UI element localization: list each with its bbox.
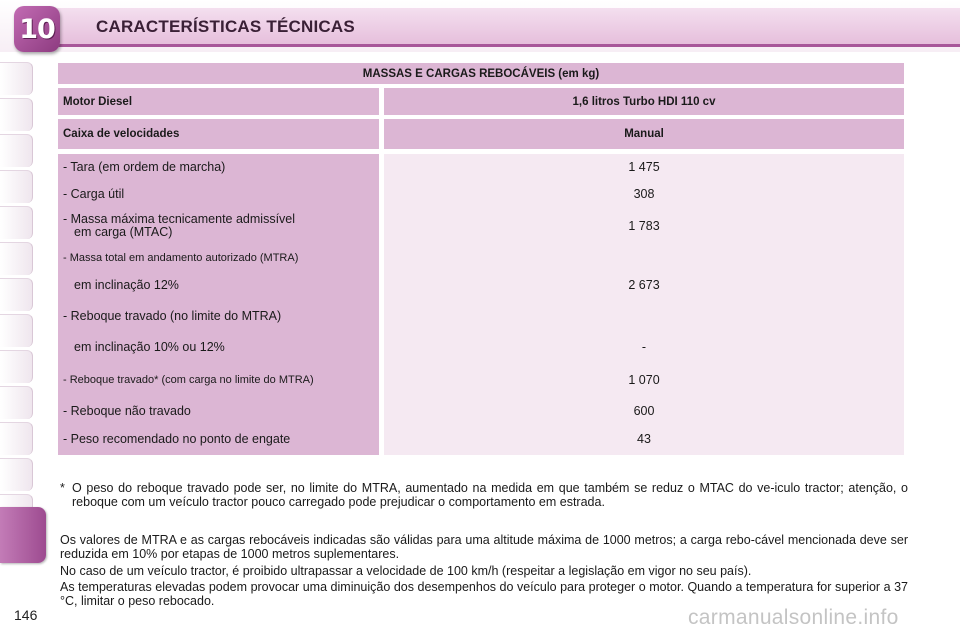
chapter-tab[interactable] bbox=[0, 170, 33, 203]
chapter-tab-active[interactable] bbox=[0, 507, 46, 563]
row-value-mtac: 1 783 bbox=[628, 219, 660, 233]
chapter-tab[interactable] bbox=[0, 206, 33, 239]
row-label-incl-12: em inclinação 12% bbox=[74, 278, 179, 292]
page-number: 146 bbox=[14, 607, 38, 623]
footnote-marker: * bbox=[60, 481, 65, 495]
footnote bbox=[60, 481, 908, 509]
row-label-reboque-travado: - Reboque travado (no limite do MTRA) bbox=[63, 309, 282, 323]
gearbox-label: Caixa de velocidades bbox=[58, 119, 379, 149]
row-value-peso-engate: 43 bbox=[637, 432, 651, 446]
table-values-column bbox=[384, 154, 904, 455]
row-value-carga-util: 308 bbox=[633, 187, 655, 201]
row-label-reboque-nao-travado: - Reboque não travado bbox=[63, 404, 191, 418]
chapter-tabs bbox=[0, 62, 34, 530]
chapter-badge bbox=[14, 6, 60, 52]
table-body bbox=[58, 154, 904, 455]
page-title: CARACTERÍSTICAS TÉCNICAS bbox=[96, 17, 355, 36]
row-value-reboque-travado-star: 1 070 bbox=[628, 373, 660, 387]
table-row-gearbox bbox=[58, 119, 904, 149]
row-label-mtac: - Massa máxima tecnicamente admissível bbox=[63, 212, 296, 226]
gearbox-value: Manual bbox=[384, 119, 904, 149]
note-paragraph-speed: No caso de um veículo tractor, é proibido ultrapassar a velocidade de 100 km/h (respeitar a legislação em vigor no seu país). bbox=[60, 564, 752, 578]
chapter-tab[interactable] bbox=[0, 350, 33, 383]
chapter-tab[interactable] bbox=[0, 458, 33, 491]
chapter-tab[interactable] bbox=[0, 134, 33, 167]
table-row-motor bbox=[58, 88, 904, 115]
table-labels-column bbox=[58, 154, 379, 455]
row-value-incl-10-12: - bbox=[641, 340, 647, 354]
row-label-carga-util: - Carga útil bbox=[63, 187, 125, 201]
chapter-tab[interactable] bbox=[0, 242, 33, 275]
row-value-reboque-nao-travado: 600 bbox=[633, 404, 655, 418]
row-label-mtac-2: em carga (MTAC) bbox=[74, 225, 173, 239]
page-header bbox=[0, 0, 960, 52]
specs-table bbox=[58, 63, 904, 455]
chapter-number: 10 bbox=[19, 13, 55, 45]
chapter-tab[interactable] bbox=[0, 62, 33, 95]
table-title: MASSAS E CARGAS REBOCÁVEIS (em kg) bbox=[58, 63, 904, 84]
chapter-tab[interactable] bbox=[0, 278, 33, 311]
row-label-reboque-travado-star: - Reboque travado* (com carga no limite do MTRA) bbox=[63, 374, 314, 386]
note-paragraph-altitude: Os valores de MTRA e as cargas rebocáveis indicadas são válidas para uma altitude máxima de 1000 metros; a carga rebo-cável mencionada deve ser reduzida em 10% por etapas de 1000 metros suplementares. bbox=[60, 533, 908, 561]
row-label-mtra: - Massa total em andamento autorizado (MTRA) bbox=[63, 252, 299, 264]
chapter-tab[interactable] bbox=[0, 386, 33, 419]
row-label-peso-engate: - Peso recomendado no ponto de engate bbox=[63, 432, 291, 446]
note-paragraph-temperature: As temperaturas elevadas podem provocar uma diminuição dos desempenhos do veículo para proteger o motor. Quando a temperatura for superior a 37 °C, limitar o peso rebocado. bbox=[60, 580, 908, 608]
row-value-tara: 1 475 bbox=[628, 160, 660, 174]
motor-label: Motor Diesel bbox=[58, 88, 379, 115]
chapter-tab[interactable] bbox=[0, 314, 33, 347]
motor-value: 1,6 litros Turbo HDI 110 cv bbox=[384, 88, 904, 115]
row-label-incl-10-12: em inclinação 10% ou 12% bbox=[74, 340, 225, 354]
row-label-tara: - Tara (em ordem de marcha) bbox=[63, 160, 226, 174]
chapter-tab[interactable] bbox=[0, 422, 33, 455]
footnote-text: O peso do reboque travado pode ser, no limite do MTRA, aumentado na medida em que também se reduz o MTAC do ve-iculo tractor; atenção, o reboque com um veículo tractor pouco carregado pode prejudicar o comportamento em estrada. bbox=[72, 481, 908, 509]
row-value-incl-12: 2 673 bbox=[628, 278, 660, 292]
watermark: carmanualsonline.info bbox=[688, 606, 899, 629]
chapter-tab[interactable] bbox=[0, 98, 33, 131]
